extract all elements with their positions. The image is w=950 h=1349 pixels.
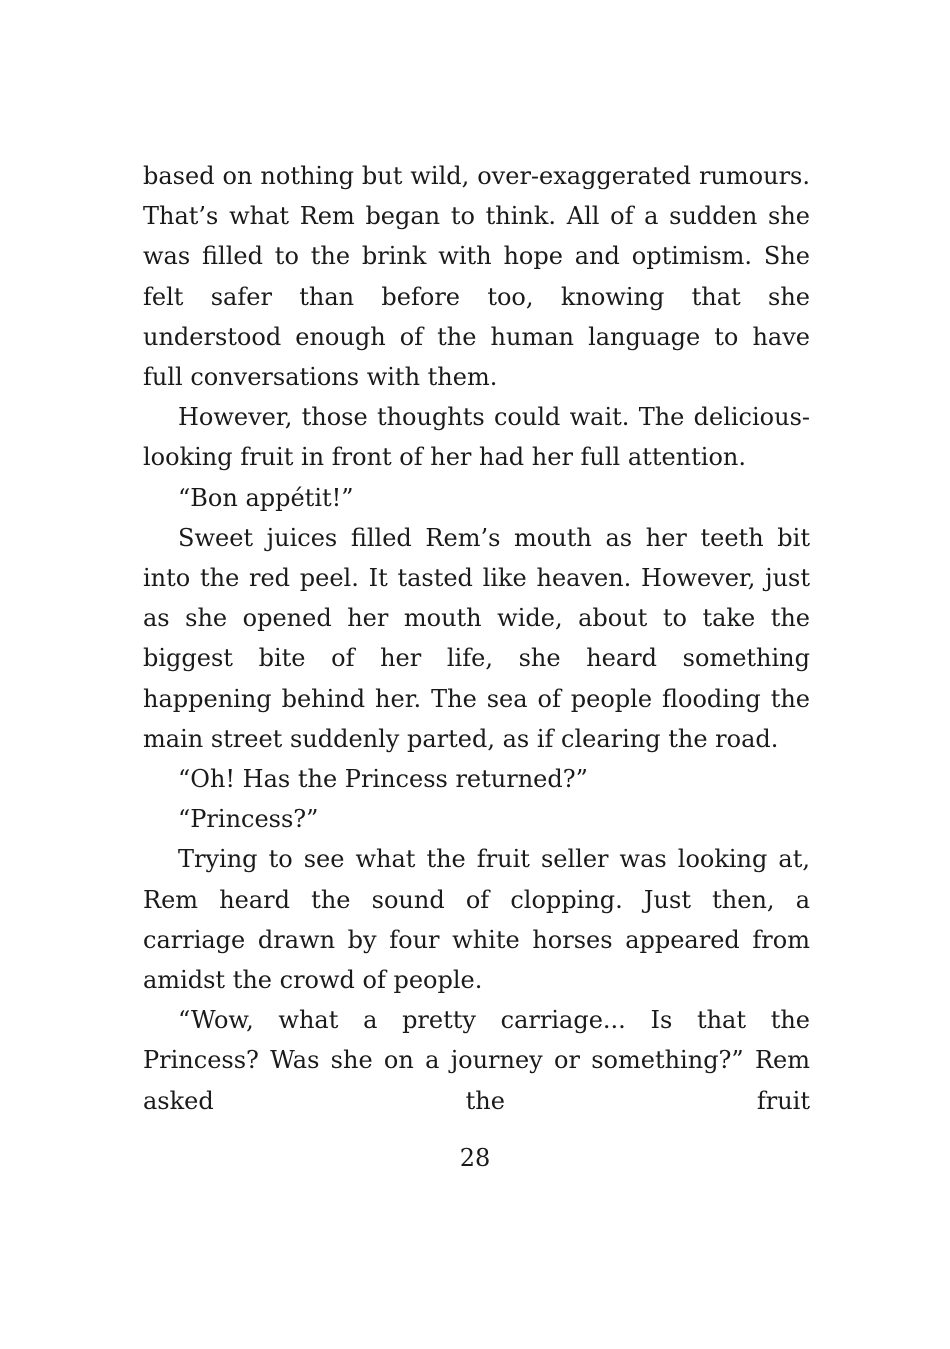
paragraph: Sweet juices filled Rem’s mouth as her teeth bit into the red peel. It tasted like heaven. However, just as she opened her mouth wide, about to take the biggest bite of her life, she heard something happening behind her. The sea of people flooding the main street suddenly parted, as if clearing the road.: [143, 523, 810, 753]
body-text: [143, 156, 810, 1121]
paragraph-continuation: based on nothing but wild, over-exaggerated rumours. That’s what Rem began to think. All of a sudden she was filled to the brink with hope and optimism. She felt safer than before too, knowing that she understood enough of the human language to have full conversations with them.: [143, 162, 810, 392]
paragraph: Trying to see what the fruit seller was looking at, Rem heard the sound of clopping. Just then, a carriage drawn by four white horses appeared from amidst the crowd of people.: [143, 845, 810, 995]
page-number: 28: [459, 1144, 491, 1172]
dialogue-line: “Princess?”: [178, 805, 319, 834]
dialogue-line: “Oh! Has the Princess returned?”: [178, 765, 588, 794]
paragraph: However, those thoughts could wait. The delicious-looking fruit in front of her had her full attention.: [143, 403, 810, 472]
dialogue-line: “Bon appétit!”: [178, 483, 354, 512]
paragraph-continues: “Wow, what a pretty carriage... Is that the Princess? Was she on a journey or something?” Rem asked the fruit: [143, 1006, 810, 1115]
